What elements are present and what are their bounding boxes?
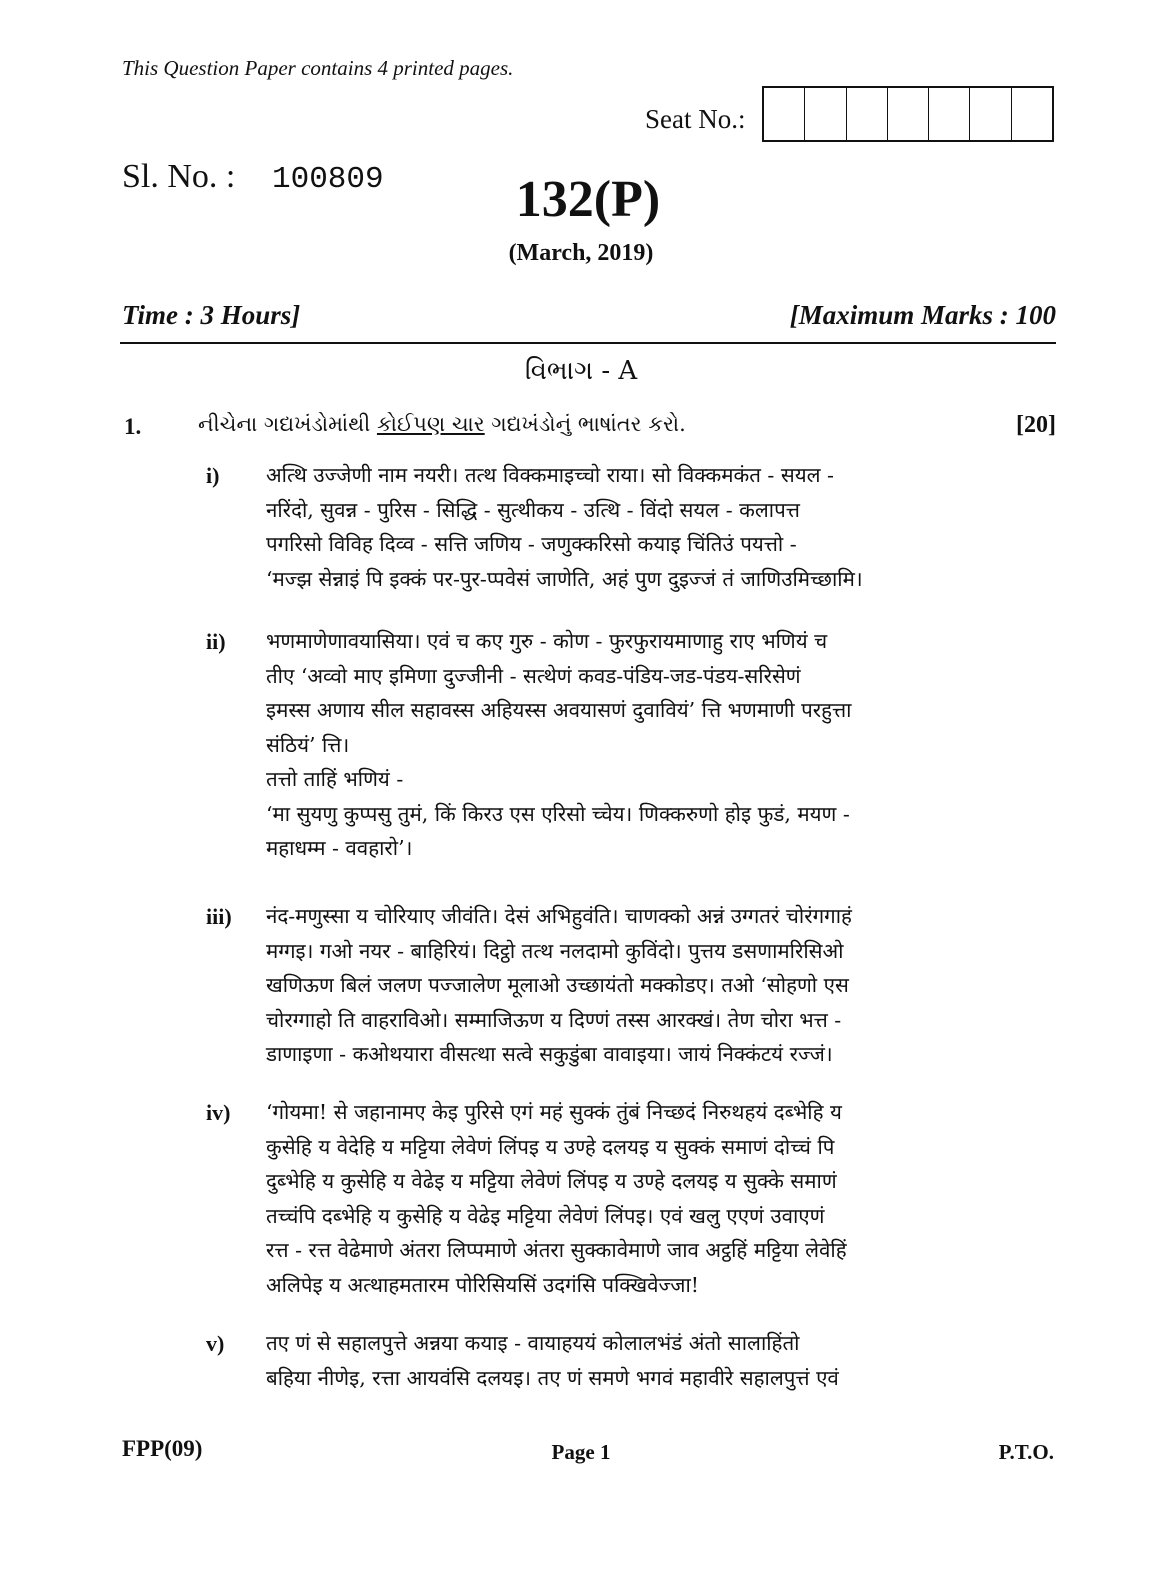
seat-digit-box[interactable] — [970, 88, 1011, 140]
question-marks: [20] — [1016, 412, 1056, 438]
passage-line: मग्गइ। गओ नयर - बाहिरियं। दिट्ठो तत्थ नलदामो कुविंदो। पुत्तय डसणामरिसिओ — [266, 938, 844, 963]
passage-line: तीए ‘अव्वो माए इमिणा दुज्जीनी - सत्थेणं कवड-पंडिय-जड-पंडय-सरिसेणं — [266, 663, 801, 688]
passage-i — [266, 458, 952, 596]
passage-line: नंद-मणुस्सा य चोरियाए जीवंति। देसं अभिहुवंति। चाणक्को अन्नं उग्गतरं चोरंगगाहं — [266, 904, 852, 928]
serial-number-label: Sl. No. : — [122, 158, 236, 195]
passage-line: तत्तो ताहिं भणियं - — [266, 767, 404, 791]
paper-code: 132(P) — [515, 171, 661, 228]
passage-line: बहिया नीणेइ, रत्ता आयवंसि दलयइ। तए णं समणे भगवं महावीरे सहालपुत्तं एवं — [266, 1365, 839, 1390]
exam-date: (March, 2019) — [508, 240, 654, 266]
instruction-underlined: કોઈપણ ચાર — [376, 412, 485, 436]
footer-page-number: Page 1 — [551, 1440, 611, 1464]
passage-line: भणमाणेणावयासिया। एवं च कए गुरु - कोण - फुरफुरायमाणाहु राए भणियं च — [266, 629, 828, 653]
passage-line: इमस्स अणाय सील सहावस्स अहियस्स अवयासणं दुवावियं’ त्ति भणमाणी परहुत्ता — [266, 698, 852, 722]
passage-iv — [266, 1095, 952, 1302]
paper-code-wrap — [0, 170, 1162, 229]
exam-time: Time : 3 Hours] — [122, 300, 301, 330]
passage-ii — [266, 624, 952, 866]
passage-line: चोरग्गाहो ति वाहराविओ। सम्माजिऊण य दिण्णं तस्स आरक्खं। तेण चोरा भत्त - — [266, 1007, 842, 1032]
instruction-part: ગદ્યખંડોનું ભાષાંતર કરો. — [484, 412, 686, 436]
seat-digit-box[interactable] — [1012, 88, 1052, 140]
instruction-part: નીચેના ગદ્યખંડોમાંથી — [198, 412, 377, 436]
item-label-iii: iii) — [206, 904, 232, 929]
item-label-v: v) — [206, 1331, 225, 1356]
seat-number-label: Seat No.: — [645, 104, 746, 134]
section-title: વિભાગ - A — [524, 356, 638, 386]
serial-number-value: 100809 — [272, 162, 384, 197]
item-label-i: i) — [206, 463, 220, 488]
seat-digit-box[interactable] — [847, 88, 888, 140]
passage-line: डाणाइणा - कओथयारा वीसत्था सत्वे सकुडुंबा वावाइया। जायं निक्कंटयं रज्जं। — [266, 1042, 833, 1066]
passage-line: संठियं’ त्ति। — [266, 732, 350, 757]
pages-note: This Question Paper contains 4 printed pages. — [122, 56, 514, 80]
passage-line: ‘मज्झ सेन्नाइं पि इक्कं पर-पुर-प्पवेसं जाणेति, अहं पुण दुइज्जं तं जाणिउमिच्छामि। — [266, 566, 863, 591]
seat-digit-box[interactable] — [805, 88, 846, 140]
passage-line: रत्त - रत्त वेढेमाणे अंतरा लिप्पमाणे अंतरा सुक्कावेमाणे जाव अट्ठहिं मट्टिया लेवेहिं — [266, 1238, 847, 1262]
passage-line: नरिंदो, सुवन्न - पुरिस - सिद्धि - सुत्थीकय - उत्थि - विंदो सयल - कलापत्त — [266, 497, 800, 522]
passage-line: खणिऊण बिलं जलण पज्जालेण मूलाओ उच्छायंतो मक्कोडए। तओ ‘सोहणो एस — [266, 973, 849, 997]
item-label-ii: ii) — [206, 629, 226, 654]
passage-line: कुसेहि य वेदेहि य मट्टिया लेवेणं लिंपइ य उण्हे दलयइ य सुक्कं समाणं दोच्चं पि — [266, 1134, 835, 1159]
question-instruction — [198, 412, 686, 437]
passage-v — [266, 1326, 952, 1395]
passage-line: ‘गोयमा! से जहानामए केइ पुरिसे एगं महं सुक्कं तुंबं निच्छदं निरुथहयं दब्भेहि य — [266, 1100, 842, 1124]
passage-line: तच्चंपि दब्भेहि य कुसेहि य वेढेइ मट्टिया लेवेणं लिंपइ। एवं खलु एएणं उवाएणं — [266, 1203, 825, 1228]
passage-line: दुब्भेहि य कुसेहि य वेढेइ य मट्टिया लेवेणं लिंपइ य उण्हे दलयइ य सुक्के समाणं — [266, 1169, 837, 1193]
item-label-iv: iv) — [206, 1100, 231, 1125]
seat-number-boxes[interactable] — [762, 86, 1054, 142]
passage-line: अत्थि उज्जेणी नाम नयरी। तत्थ विक्कमाइच्चो राया। सो विक्कमकंत - सयल - — [266, 463, 834, 487]
passage-line: अलिपेइ य अत्थाहमतारम पोरिसियसिं उदगंसि पक्खिवेज्जा! — [266, 1272, 700, 1297]
passage-iii — [266, 899, 952, 1072]
passage-line: पगरिसो विविह दिव्व - सत्ति जणिय - जणुक्करिसो कयाइ चिंतिउं पयत्तो - — [266, 532, 797, 556]
header-divider — [120, 342, 1056, 344]
seat-digit-box[interactable] — [929, 88, 970, 140]
maximum-marks: [Maximum Marks : 100 — [789, 300, 1056, 330]
question-number: 1. — [124, 414, 142, 439]
passage-line: महाधम्म - ववहारो’। — [266, 836, 413, 860]
footer-pto: P.T.O. — [998, 1440, 1054, 1464]
passage-line: ‘मा सुयणु कुप्पसु तुमं, किं किरउ एस एरिसो च्चेय। णिक्करुणो होइ फुडं, मयण - — [266, 801, 850, 826]
seat-digit-box[interactable] — [888, 88, 929, 140]
footer-code: FPP(09) — [122, 1436, 203, 1461]
seat-digit-box[interactable] — [764, 88, 805, 140]
passage-line: तए णं से सहालपुत्ते अन्नया कयाइ - वायाहययं कोलालभंडं अंतो सालाहिंतो — [266, 1331, 800, 1355]
